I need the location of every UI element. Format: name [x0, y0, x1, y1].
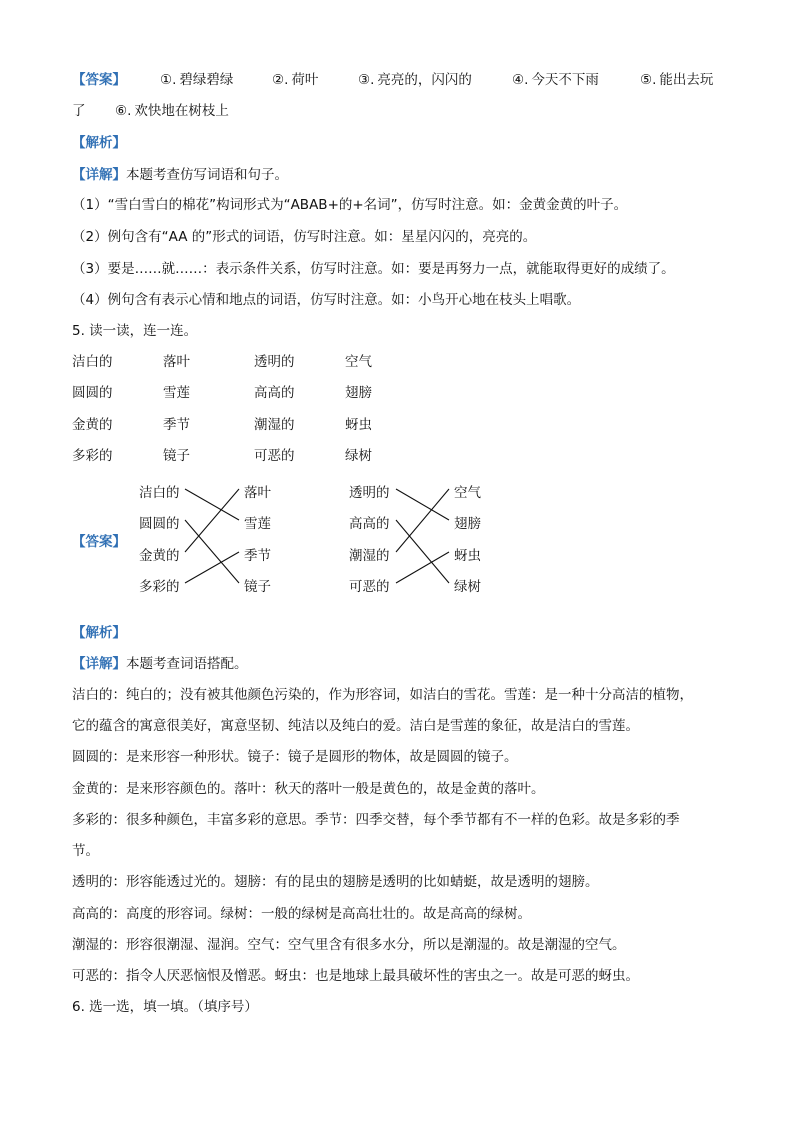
match-line: [185, 489, 239, 552]
match-right-adj: 透明的: [349, 485, 390, 501]
analysis5-line: 高高的：高度的形容词。绿树：一般的绿树是高高壮壮的。故是高高的绿树。: [72, 906, 531, 922]
answer-item-5: ⑤. 能出去玩: [640, 72, 714, 88]
analysis5-line: 可恶的：指令人厌恶恼恨及憎恶。蚜虫：也是地球上最具破坏性的害虫之一。故是可恶的蚜虫。: [72, 968, 639, 984]
q5-col4-item: 翅膀: [345, 385, 372, 401]
q5-col3-item: 高高的: [254, 385, 295, 401]
analysis5-line: 圆圆的：是来形容一种形状。镜子：镜子是圆形的物体，故是圆圆的镜子。: [72, 749, 518, 765]
answer-item-2: ②. 荷叶: [272, 72, 319, 88]
q5-col4-item: 空气: [345, 354, 372, 370]
analysis5-line: 透明的：形容能透过光的。翅膀：有的昆虫的翅膀是透明的比如蜻蜓，故是透明的翅膀。: [72, 874, 599, 890]
match-line: [185, 552, 239, 583]
match-right-adj: 可恶的: [349, 579, 390, 595]
q5-col2-item: 雪莲: [163, 385, 190, 401]
question-6-title: 6. 选一选，填一填。（填序号）: [72, 999, 258, 1015]
answer-item-6: ⑥. 欢快地在树枝上: [115, 103, 229, 119]
analysis-label-q5: 【解析】: [72, 625, 126, 641]
match-right-adj: 高高的: [349, 516, 390, 532]
match-line: [396, 520, 449, 583]
q5-col4-item: 蚜虫: [345, 417, 372, 433]
analysis5-line: 洁白的：纯白的；没有被其他颜色污染的，作为形容词，如洁白的雪花。雪莲：是一种十分高洁的植物，: [72, 687, 693, 703]
answer-continuation: 了: [72, 103, 86, 119]
q5-col2-item: 季节: [163, 417, 190, 433]
match-line: [396, 489, 449, 552]
analysis5-line: 潮湿的：形容很潮湿、湿润。空气：空气里含有很多水分，所以是潮湿的。故是潮湿的空气。: [72, 937, 626, 953]
analysis5-line: 多彩的：很多种颜色，丰富多彩的意思。季节：四季交替，每个季节都有不一样的色彩。故是多彩的季: [72, 812, 680, 828]
match-left-noun: 雪莲: [244, 516, 271, 532]
q5-col2-item: 镜子: [163, 448, 190, 464]
match-line: [396, 489, 449, 520]
match-line: [185, 489, 239, 520]
answer-item-4: ④. 今天不下雨: [512, 72, 599, 88]
q5-col1-item: 金黄的: [72, 417, 113, 433]
question-5-title: 5. 读一读，连一连。: [72, 323, 198, 339]
q5-col4-item: 绿树: [345, 448, 372, 464]
match-left-adj: 洁白的: [139, 485, 180, 501]
q5-col2-item: 落叶: [163, 354, 190, 370]
answer-item-3: ③. 亮亮的，闪闪的: [358, 72, 472, 88]
analysis5-line: 金黄的：是来形容颜色的。落叶：秋天的落叶一般是黄色的，故是金黄的落叶。: [72, 781, 545, 797]
analysis-point-1: （1）“雪白雪白的棉花”构词形式为“ABAB+的+名词”，仿写时注意。如：金黄金黄的叶子。: [72, 197, 628, 213]
match-right-noun: 空气: [454, 485, 481, 501]
match-left-noun: 镜子: [244, 579, 271, 595]
match-line: [185, 520, 239, 583]
detail-line-q5: 【详解】本题考查词语搭配。: [72, 656, 248, 672]
analysis5-line: 节。: [72, 843, 99, 859]
q5-col1-item: 多彩的: [72, 448, 113, 464]
q5-col3-item: 透明的: [254, 354, 295, 370]
analysis-point-2: （2）例句含有“AA 的”形式的词语，仿写时注意。如：星星闪闪的，亮亮的。: [72, 229, 537, 245]
q5-col1-item: 洁白的: [72, 354, 113, 370]
match-line: [396, 552, 449, 583]
answer-label: 【答案】: [72, 72, 126, 88]
match-left-noun: 落叶: [244, 485, 271, 501]
match-right-adj: 潮湿的: [349, 548, 390, 564]
q5-col1-item: 圆圆的: [72, 385, 113, 401]
match-left-adj: 金黄的: [139, 548, 180, 564]
detail-label: 【详解】: [72, 656, 126, 672]
match-right-noun: 绿树: [454, 579, 481, 595]
answer-item-1: ①. 碧绿碧绿: [160, 72, 234, 88]
answer-5-label: 【答案】: [72, 534, 126, 550]
q5-col3-item: 潮湿的: [254, 417, 295, 433]
detail-label: 【详解】: [72, 167, 126, 183]
analysis-label-q4: 【解析】: [72, 135, 126, 151]
q5-col3-item: 可恶的: [254, 448, 295, 464]
match-left-adj: 多彩的: [139, 579, 180, 595]
match-left-adj: 圆圆的: [139, 516, 180, 532]
match-right-noun: 翅膀: [454, 516, 481, 532]
analysis5-line: 它的蕴含的寓意很美好，寓意坚韧、纯洁以及纯白的爱。洁白是雪莲的象征，故是洁白的雪莲。: [72, 718, 639, 734]
analysis-point-3: （3）要是……就……：表示条件关系，仿写时注意。如：要是再努力一点，就能取得更好的成绩了。: [72, 261, 675, 277]
analysis-point-4: （4）例句含有表示心情和地点的词语，仿写时注意。如：小鸟开心地在枝头上唱歌。: [72, 292, 581, 308]
match-left-noun: 季节: [244, 548, 271, 564]
match-right-noun: 蚜虫: [454, 548, 481, 564]
detail-line-q4: 【详解】本题考查仿写词语和句子。: [72, 167, 288, 183]
